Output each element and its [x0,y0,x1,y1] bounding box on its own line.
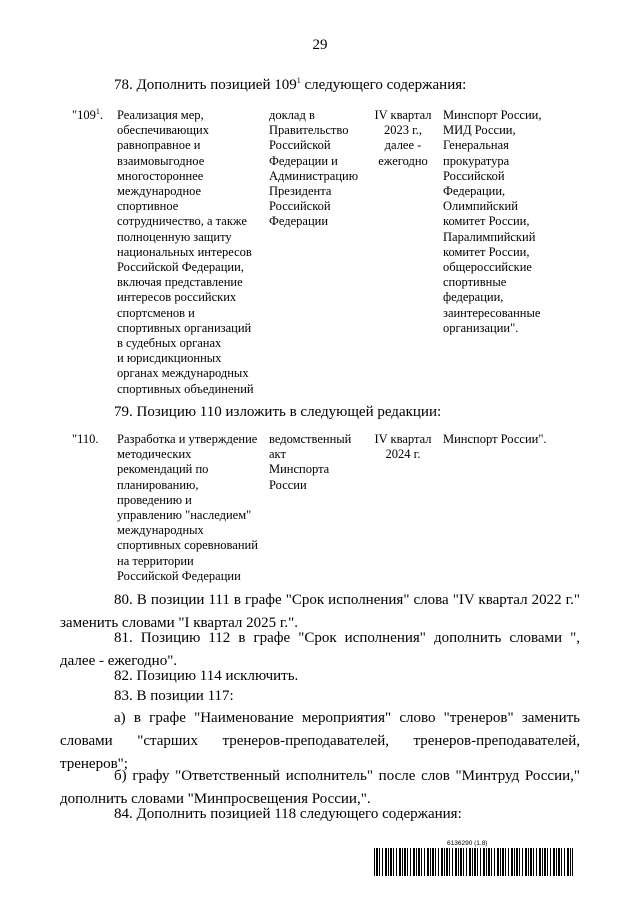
text-line: заинтересованные [443,305,541,320]
text-line: Олимпийский [443,199,518,214]
text-line: сотрудничество, а также [117,214,247,229]
text-line: следующего содержания: [300,77,467,93]
text-line: организации". [443,320,519,335]
table-row-110 [60,432,580,584]
text-line: спортивных объединений [117,381,254,396]
text-line: 1 [296,76,301,85]
text-line: Федерации и [269,153,338,168]
text-line: IV квартал [374,432,432,446]
text-line: Правительство [269,123,349,138]
text-line: взаимовыгодное [117,153,205,168]
text-line: Федерации [269,214,329,229]
barcode-image [374,848,573,876]
responsible-cell [443,432,583,447]
text-line: спортивные [443,275,507,290]
text-line: ежегодно [378,153,428,168]
text-line: 2023 г., [383,123,423,138]
text-line: на территории [117,553,194,568]
text-line: Президента [269,184,332,199]
document-type-cell [269,432,365,493]
text-line: включая представление [117,275,243,290]
table-row-109 [60,106,580,396]
text-line: Российской Федерации [117,568,241,583]
text-line: рекомендаций по [117,462,209,477]
text-line: Администрацию [269,168,359,183]
paragraph-82: 82. Позицию 114 исключить. [114,668,299,684]
text-line: Российской [269,199,331,214]
text-line: спортсменов и [117,305,195,320]
document-code: 6136290 (1.8) [447,840,488,847]
text-line: спортивных соревнований [117,538,258,553]
text-line: далее - [384,138,422,153]
text-line: многостороннее [117,168,204,183]
deadline-cell [363,432,443,462]
text-line: . [99,108,103,122]
text-line: 2024 г. [385,447,421,462]
responsible-cell [443,108,583,336]
text-line: прокуратура [443,153,510,168]
text-line: международное [117,184,202,199]
event-name-cell [117,432,267,584]
text-line: в судебных органах [117,336,222,351]
text-line: МИД России, [443,123,516,138]
text-line: равноправное и [117,138,201,153]
document-type-cell [269,108,365,230]
text-line: IV квартал [374,108,432,122]
text-line: международных [117,523,204,538]
text-line: комитет России, [443,244,530,259]
text-line: доклад в [269,108,315,122]
position-number: "110. [72,432,99,446]
text-line: спортивных организаций [117,320,252,335]
text-line: Российской [269,138,331,153]
page-number: 29 [312,37,328,53]
text-line: "109 [72,108,96,122]
text-line: Минспорта [269,462,330,477]
text-line: и юрисдикционных [117,351,222,366]
text-line: Реализация мер, [117,108,204,122]
text-line: управлению "наследием" [117,508,252,523]
text-line: обеспечивающих [117,123,209,138]
text-line: общероссийские [443,260,532,275]
text-line: акт [269,447,286,462]
text-line: Минспорт России". [443,432,547,446]
text-line: ведомственный [269,432,352,446]
deadline-cell [363,108,443,169]
position-number [72,108,116,123]
text-line: Минспорт России, [443,108,542,122]
text-line: проведению и [117,492,192,507]
text-line: Федерации, [443,184,506,199]
text-line: спортивное [117,199,179,214]
paragraph-84: 84. Дополнить позицией 118 следующего содержания: [114,806,462,822]
text-line: федерации, [443,290,504,305]
text-line: органах международных [117,366,249,381]
text-line: полноценную защиту [117,229,232,244]
paragraph-83a: а) в графе "Наименование мероприятия" слово "тренеров" заменить словами "старших тренеров-преподавателей, тренеров-преподавателей, тренеров"; [60,710,580,772]
paragraph-83b: б) графу "Ответственный исполнитель" после слов "Минтруд России," дополнить словами "Минпросвещения России,". [60,768,580,807]
text-line: планированию, [117,477,199,492]
text-line: Генеральная [443,138,509,153]
text-line: России [269,477,307,492]
text-line: Российской Федерации, [117,260,244,275]
text-line: Российской [443,168,505,183]
text-line: 1 [95,106,100,116]
text-line: комитет России, [443,214,530,229]
text-line: методических [117,447,192,462]
text-line: Паралимпийский [443,229,536,244]
text-line: национальных интересов [117,244,252,259]
paragraph-81: 81. Позицию 112 в графе "Срок исполнения" дополнить словами ", далее - ежегодно". [60,630,580,669]
event-name-cell [117,108,267,397]
paragraph-78 [60,74,580,97]
text-line: интересов российских [117,290,237,305]
paragraph-79: 79. Позицию 110 изложить в следующей редакции: [114,404,442,420]
paragraph-83: 83. В позиции 117: [114,688,234,704]
text-line: Разработка и утверждение [117,432,258,446]
text-line: 78. Дополнить позицией 109 [114,77,297,93]
paragraph-80: 80. В позиции 111 в графе "Срок исполнения" слова "IV квартал 2022 г." заменить словами "I квартал 2025 г.". [60,592,580,631]
